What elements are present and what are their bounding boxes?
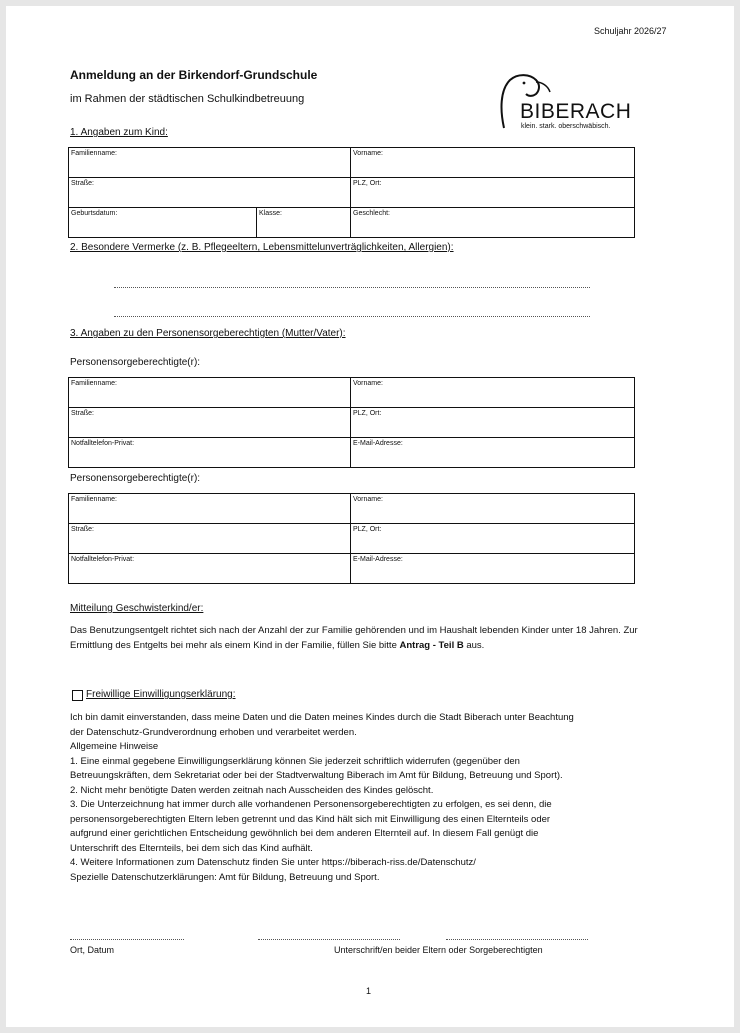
guardian-1-firstname-field[interactable]: Vorname: xyxy=(351,378,635,408)
guardian-1-zip-city-field[interactable]: PLZ, Ort: xyxy=(351,408,635,438)
child-street-field[interactable]: Straße: xyxy=(69,178,351,208)
biberach-logo xyxy=(498,70,638,140)
child-data-table xyxy=(68,147,635,238)
page-subtitle: im Rahmen der städtischen Schulkindbetreuung xyxy=(70,93,305,105)
child-firstname-field[interactable]: Vorname: xyxy=(351,148,635,178)
consent-line: 2. Nicht mehr benötigte Daten werden zeitnah nach Ausscheiden des Kindes gelöscht. xyxy=(70,784,434,796)
page-number: 1 xyxy=(366,986,372,996)
consent-line: Spezielle Datenschutzerklärungen: Amt für Bildung, Betreuung und Sport. xyxy=(70,871,380,883)
consent-line: Allgemeine Hinweise xyxy=(70,741,159,752)
consent-line: Betreuungskräften, dem Sekretariat oder bei der Stadtverwaltung Biberach im Amt für Bildung, Betreuung und Sport). xyxy=(70,770,563,781)
consent-line: der Datenschutz-Grundverordnung erhoben und verarbeitet werden. xyxy=(70,726,357,738)
guardian-1-surname-field[interactable]: Familienname: xyxy=(69,378,351,408)
page-title: Anmeldung an der Birkendorf-Grundschule xyxy=(70,68,318,82)
school-year: Schuljahr 2026/27 xyxy=(594,26,667,36)
place-date-label: Ort, Datum xyxy=(70,945,115,955)
consent-line: 1. Eine einmal gegebene Einwilligungserklärung können Sie jederzeit schriftlich widerrufen (gegenüber den xyxy=(70,755,520,767)
consent-line: 3. Die Unterzeichnung hat immer durch alle vorhandenen Personensorgeberechtigten zu erfolgen, es sei denn, die xyxy=(70,799,552,810)
signatures-label: Unterschrift/en beider Eltern oder Sorgeberechtigten xyxy=(334,945,543,955)
child-zip-city-field[interactable]: PLZ, Ort: xyxy=(351,178,635,208)
guardian-1-label: Personensorgeberechtigte(r): xyxy=(70,357,201,368)
guardian-2-email-field[interactable]: E-Mail-Adresse: xyxy=(351,554,635,584)
notes-line-2[interactable] xyxy=(114,316,590,317)
siblings-text-part-1: Das Benutzungsentgelt richtet sich nach der Anzahl der zur Familie gehörenden und im Haushalt lebenden Kinder unter 18 Jahren. Zur Ermittlung des Entgelts bei mehr als einem Kind in der Familie, füllen Sie bitte xyxy=(70,625,638,651)
consent-line: aufgrund einer gerichtlichen Entscheidung gewöhnlich bei dem anderen Elternteil auf. In diesem Fall genügt die xyxy=(70,828,539,839)
guardian-1-phone-field[interactable]: Notfalltelefon-Privat: xyxy=(69,438,351,468)
guardian-2-phone-field[interactable]: Notfalltelefon-Privat: xyxy=(69,554,351,584)
guardian-2-table xyxy=(68,493,635,584)
consent-heading: Freiwillige Einwilligungserklärung: xyxy=(86,689,236,700)
guardian-2-label: Personensorgeberechtigte(r): xyxy=(70,473,201,484)
signature-line-2[interactable] xyxy=(446,939,588,940)
section-1-heading: 1. Angaben zum Kind: xyxy=(70,127,168,138)
section-2-heading: 2. Besondere Vermerke (z. B. Pflegeeltern, Lebensmittelunverträglichkeiten, Allergien): xyxy=(70,242,454,253)
child-class-field[interactable]: Klasse: xyxy=(257,208,351,238)
consent-checkbox[interactable] xyxy=(72,690,83,701)
consent-line: personensorgeberechtigten Eltern leben getrennt und das Kind hält sich mit Einwilligung des einen Elternteils oder xyxy=(70,813,551,825)
logo-tagline: klein. stark. oberschwäbisch. xyxy=(521,123,611,130)
guardian-2-surname-field[interactable]: Familienname: xyxy=(69,494,351,524)
consent-line: Ich bin damit einverstanden, dass meine Daten und die Daten meines Kindes durch die Stadt Biberach unter Beachtung xyxy=(70,712,574,723)
guardian-1-street-field[interactable]: Straße: xyxy=(69,408,351,438)
siblings-heading: Mitteilung Geschwisterkind/er: xyxy=(70,603,204,614)
place-date-line[interactable] xyxy=(70,939,184,940)
guardian-2-street-field[interactable]: Straße: xyxy=(69,524,351,554)
consent-text xyxy=(70,711,640,885)
consent-line: Unterschrift des Elternteils, bei dem sich das Kind aufhält. xyxy=(70,842,313,854)
siblings-form-reference: Antrag - Teil B xyxy=(399,639,464,651)
section-3-heading: 3. Angaben zu den Personensorgeberechtigten (Mutter/Vater): xyxy=(70,328,346,339)
siblings-text-part-2: aus. xyxy=(463,639,485,651)
guardian-2-firstname-field[interactable]: Vorname: xyxy=(351,494,635,524)
consent-line: 4. Weitere Informationen zum Datenschutz finden Sie unter https://biberach-riss.de/Datenschutz/ xyxy=(70,857,476,868)
signature-line-1[interactable] xyxy=(258,939,400,940)
siblings-text xyxy=(70,624,640,653)
child-surname-field[interactable]: Familienname: xyxy=(69,148,351,178)
notes-line-1[interactable] xyxy=(114,287,590,288)
guardian-1-email-field[interactable]: E-Mail-Adresse: xyxy=(351,438,635,468)
child-birthdate-field[interactable]: Geburtsdatum: xyxy=(69,208,257,238)
child-gender-field[interactable]: Geschlecht: xyxy=(351,208,635,238)
logo-text: BIBERACH xyxy=(520,100,632,123)
guardian-2-zip-city-field[interactable]: PLZ, Ort: xyxy=(351,524,635,554)
guardian-1-table xyxy=(68,377,635,468)
